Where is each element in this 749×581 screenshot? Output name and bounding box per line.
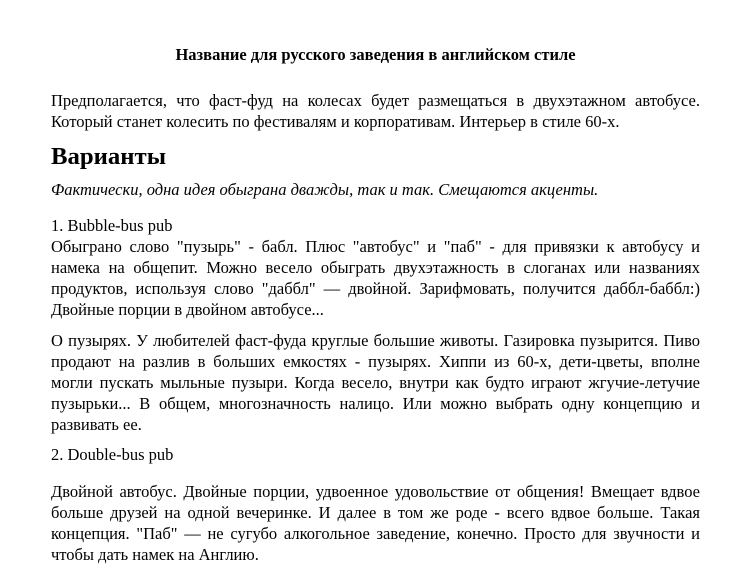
intro-paragraph: Предполагается, что фаст-фуд на колесах будет размещаться в двухэтажном автобусе. Который станет колесить по фестивалям и корпоративам. Интерьер в стиле 60-х. [51,91,700,131]
option-2-section [51,444,700,565]
document-title: Название для русского заведения в английском стиле [175,45,576,64]
option-1-paragraph-2: О пузырях. У любителей фаст-фуда круглые большие животы. Газировка пузырится. Пиво продают на разлив в больших емкостях - пузырях. Хиппи из 60-х, дети-цветы, вполне могли пускать мыльные пузыри. Когда весело, внутри как будто играют жгучие-летучие пузырьки... В общем, многозначность налицо. Или можно выбрать одну концепцию и развивать ее. [51,331,700,434]
note-italic-paragraph: Фактически, одна идея обыграна дважды, так и так. Смещаются акценты. [51,180,599,199]
option-1-section [51,215,700,435]
variants-heading: Варианты [51,143,167,170]
option-2-heading: 2. Double-bus pub [51,445,174,464]
option-2-paragraph-1: Двойной автобус. Двойные порции, удвоенное удовольствие от общения! Вмещает вдвое больше друзей на одной вечеринке. И далее в том же роде - всего вдвое больше. Такая концепция. "Паб" — не сугубо алкогольное заведение, конечно. Просто для звучности и чтобы дать намек на Англию. [51,482,700,564]
option-1-heading: 1. Bubble-bus pub [51,216,173,235]
option-1-paragraph-1: Обыграно слово "пузырь" - бабл. Плюс "автобус" и "паб" - для привязки к автобусу и намека на общепит. Можно весело обыграть двухэтажность в слоганах или названиях продуктов, используя слово "даббл" — двойной. Зарифмовать, получится даббл-баббл:) Двойные порции в двойном автобусе... [51,237,700,319]
